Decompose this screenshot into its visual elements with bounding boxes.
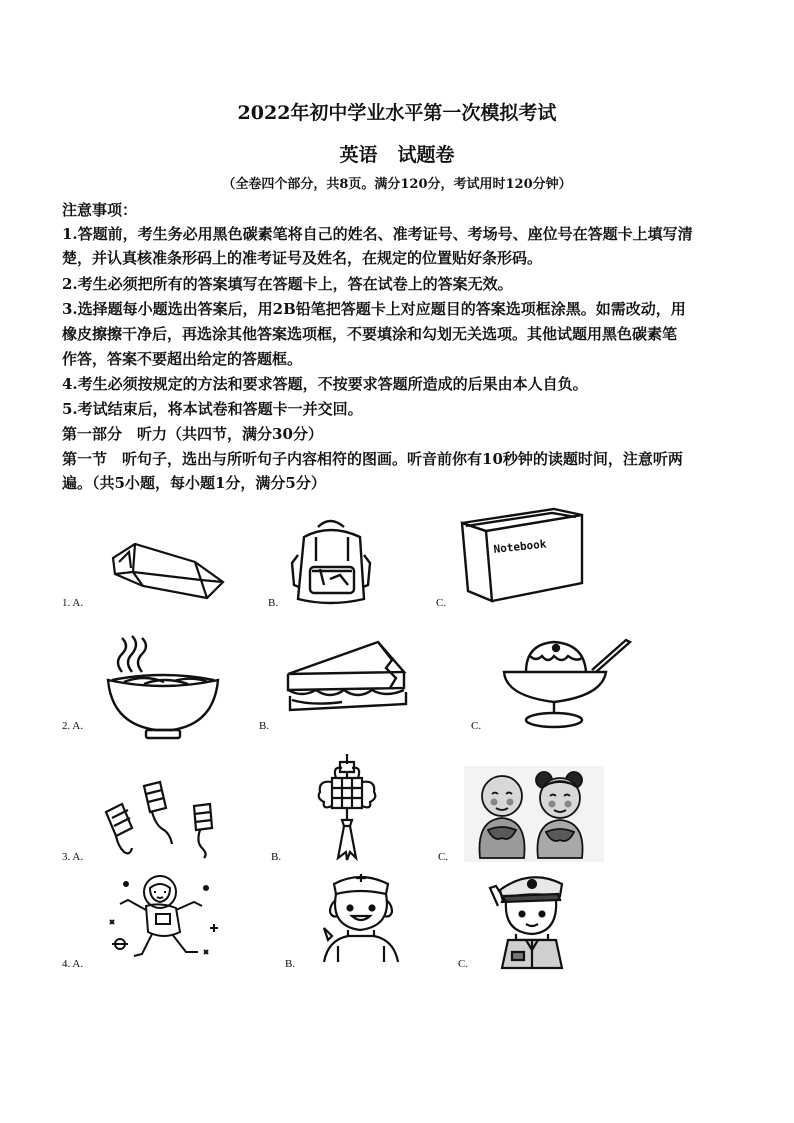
astronaut-icon (106, 870, 228, 964)
note-item-3-cont2: 作答，答案不要超出给定的答题框。 (62, 350, 303, 368)
q1-label-b: B. (268, 597, 279, 609)
note-item-2: 2.考生必须把所有的答案填写在答题卡上，答在试卷上的答案无效。 (62, 275, 513, 293)
note-item-3: 3.选择题每小题选出答案后，用2B铅笔把答题卡上对应题目的答案选项框涂黑。如需改动，用 (62, 300, 686, 318)
exam-subtitle (0, 140, 794, 167)
q3-label-c: C. (438, 851, 449, 863)
q1-label-a: 1. A. (62, 597, 84, 609)
q4-label-a: 4. A. (62, 958, 84, 970)
chinese-knot-icon (304, 752, 390, 864)
note-item-4: 4.考生必须按规定的方法和要求答题，不按要求答题所造成的后果由本人自负。 (62, 375, 588, 393)
q4-label-b: B. (285, 958, 296, 970)
q2-label-c: C. (471, 720, 482, 732)
police-officer-icon (486, 868, 576, 972)
noodle-bowl-icon (104, 632, 222, 742)
paper-label: 试题卷 (397, 144, 455, 166)
section1-instruction: 第一节 听句子，选出与所听句子内容相符的图画。听音前你有10秒钟的读题时间，注意听两 (62, 450, 683, 468)
exam-info: （全卷四个部分，共8页。满分120分，考试用时120分钟） (222, 177, 572, 192)
part1-heading: 第一部分 听力（共四节，满分30分） (62, 425, 323, 443)
q2-label-b: B. (259, 720, 270, 732)
note-item-1-cont: 楚，并认真核准条形码上的准考证号及姓名，在规定的位置贴好条形码。 (62, 249, 543, 267)
notebook-cover-text: Notebook (492, 537, 548, 556)
backpack-icon (290, 515, 372, 607)
notebook-icon (456, 505, 588, 605)
sandwich-icon (282, 638, 414, 730)
q4-label-c: C. (458, 958, 469, 970)
q2-label-a: 2. A. (62, 720, 84, 732)
crystal-icon (105, 540, 230, 600)
section1-instruction-cont: 遍。（共5小题，每小题1分，满分5分） (62, 474, 326, 492)
subject-label: 英语 (339, 144, 378, 166)
note-item-3-cont: 橡皮擦擦干净后，再选涂其他答案选项框，不要填涂和勾划无关选项。其他试题用黑色碳素笔 (62, 325, 678, 343)
lanterns-icon (100, 778, 230, 860)
q1-label-c: C. (436, 597, 447, 609)
nurse-icon (308, 870, 414, 966)
clay-dolls-icon (464, 766, 604, 862)
notes-heading: 注意事项： (62, 201, 138, 219)
note-item-1: 1.答题前，考生务必用黑色碳素笔将自己的姓名、准考证号、考场号、座位号在答题卡上填写清 (62, 225, 693, 243)
q3-label-a: 3. A. (62, 851, 84, 863)
ice-cream-cup-icon (496, 632, 638, 730)
q3-label-b: B. (271, 851, 282, 863)
note-item-5: 5.考试结束后，将本试卷和答题卡一并交回。 (62, 400, 363, 418)
exam-title: 2022年初中学业水平第一次模拟考试 (237, 102, 557, 124)
